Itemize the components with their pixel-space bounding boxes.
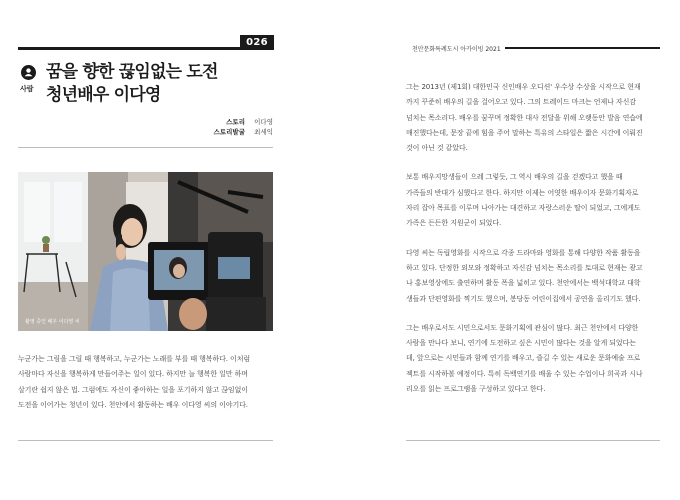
article-photo [18, 172, 273, 331]
credit-label: 스토리 [226, 118, 245, 126]
text-line: 그는 배우로서도 시민으로서도 문화기획에 관심이 많다. 최근 천안에서 다양한 [406, 323, 639, 332]
bottom-rule-right [406, 440, 660, 441]
credit-row-story [200, 117, 273, 127]
top-rule-right [505, 47, 660, 49]
right-column [406, 80, 668, 397]
text-line: 생들과 단편영화를 찍기도 했으며, 봉당동 어린이집에서 공연을 올리기도 했다. [406, 294, 641, 303]
paragraph-4 [406, 321, 668, 397]
bottom-rule-left [18, 440, 273, 441]
text-line: 매진했다는데, 문장 끝에 힘을 주어 말하는 특유의 스타일은 짧은 시간에 이뤄진 [406, 128, 643, 137]
text-line: 까지 꾸준히 배우의 길을 걸어오고 있다. 그의 트레이드 마크는 언제나 자신감 [406, 98, 636, 107]
page-number: 026 [240, 35, 274, 50]
top-rule-left [18, 47, 273, 50]
category-label: 사람 [20, 85, 34, 93]
text-line: 도전을 이어가는 청년이 있다. 천안에서 활동하는 배우 이다영 씨의 이야기다. [18, 400, 248, 409]
text-line: 리오를 읽는 프로그램을 구성하고 있다고 한다. [406, 385, 546, 394]
credits [200, 117, 273, 139]
article-title [46, 61, 218, 107]
intro-paragraph [18, 352, 280, 413]
running-header: 천안문화특례도시 아카이빙 2021 [412, 46, 501, 53]
text-line: 자리 잡아 목표를 이루며 나아가는 대견하고 자랑스러운 딸이 되었고, 그에게도 [406, 204, 641, 213]
paragraph-3 [406, 246, 668, 307]
text-line: 것이 아닌 것 같았다. [406, 144, 468, 153]
credit-row-discovery [200, 127, 273, 137]
text-line: 누군가는 그림을 그릴 때 행복하고, 누군가는 노래를 부를 때 행복하다. 이처럼 [18, 355, 251, 363]
text-line: 사람을 만나다 보니, 연기에 도전하고 싶은 시민이 많다는 것을 알게 되었다는 [406, 339, 636, 348]
text-line: 보통 배우지망생들이 으레 그렇듯, 그 역시 배우의 길을 걷겠다고 했을 때 [406, 173, 623, 182]
photo-caption: 촬영 중인 배우 이다영 씨 [25, 319, 80, 325]
text-line: 가족들의 반대가 심했다고 한다. 하지만 이제는 어엿한 배우이자 문화기획자로 [406, 188, 639, 197]
text-line: 다영 씨는 독립영화를 시작으로 각종 드라마와 영화를 통해 다양한 작품 활동을 [406, 248, 641, 257]
text-line: 살기란 쉽지 않은 법. 그럼에도 자신이 좋아하는 일을 포기하지 않고 끊임없이 [18, 385, 248, 394]
divider [18, 147, 273, 148]
credit-value: 이다영 [254, 118, 273, 126]
text-line: 나 홍보영상에도 출연하며 활동 폭을 넓히고 있다. 천안에서는 백석대학교 대학 [406, 279, 641, 288]
text-line: 사람마다 자신을 행복하게 만들어주는 일이 있다. 하지만 늘 행복한 일만 하며 [18, 370, 248, 379]
paragraph-1 [406, 80, 668, 156]
title-line-1: 꿈을 향한 끊임없는 도전 [46, 62, 218, 82]
paragraph-2 [406, 170, 668, 231]
credit-value: 최세익 [254, 128, 273, 136]
person-icon [21, 65, 36, 80]
text-line: 넘치는 목소리다. 배우를 꿈꾸며 정확한 대사 전달을 위해 오랫동안 발음 연습에 [406, 113, 643, 122]
text-line: 하고 있다. 단정한 외모와 정확하고 자신감 넘치는 목소리를 토대로 현재는 광고 [406, 263, 643, 272]
credit-label: 스토리발굴 [213, 128, 245, 136]
text-line: 그는 2013년 (제1회) 대한민국 신인배우 오디션' 우수상 수상을 시작으로 현재 [406, 83, 641, 91]
text-line: 데, 앞으로는 시민들과 함께 연기를 배우고, 즐길 수 있는 새로운 문화예술 프로 [406, 354, 641, 363]
title-line-2: 청년배우 이다영 [46, 85, 161, 105]
text-line: 가족은 든든한 지원군이 되었다. [406, 219, 502, 228]
text-line: 젝트를 시작하볼 예정이다. 특히 독백연기를 배울 수 있는 수업이나 희곡과 시나 [406, 369, 643, 378]
